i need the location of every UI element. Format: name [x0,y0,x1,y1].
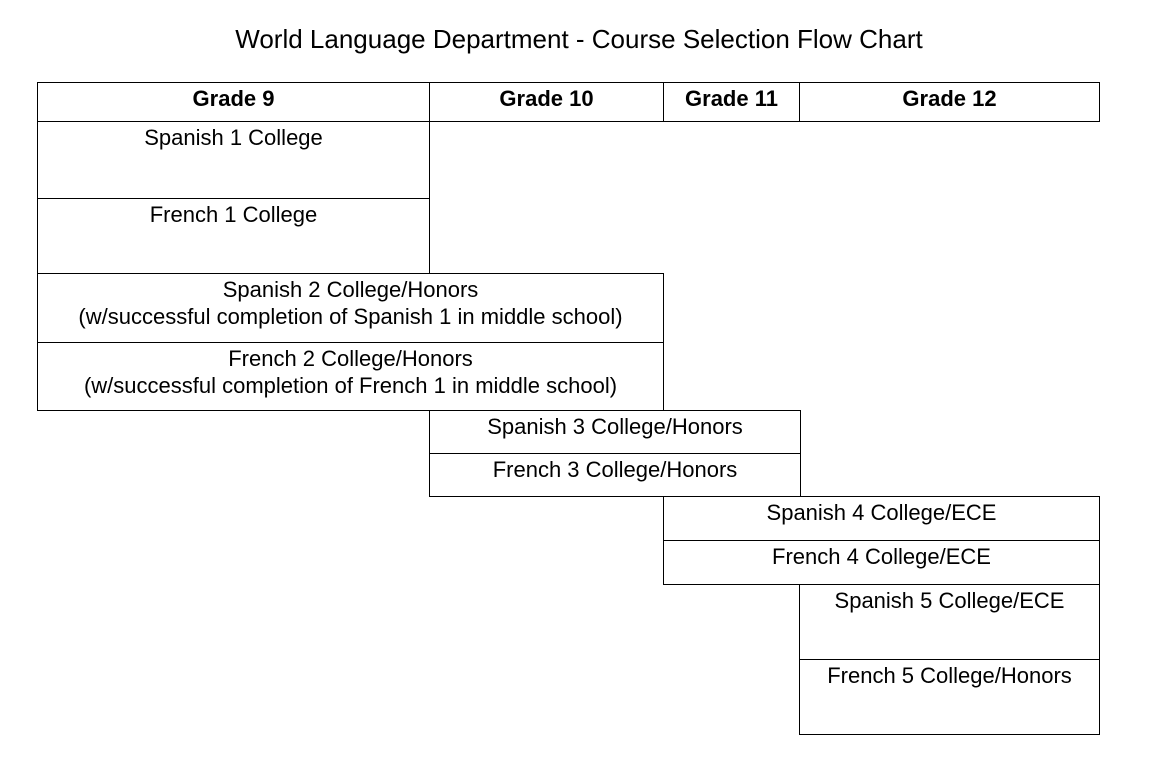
course-french-1-name: French 1 College [149,202,318,227]
header-grade-12: Grade 12 [799,82,1100,122]
course-french-4-name: French 4 College/ECE [772,544,991,569]
course-french-1 [37,198,430,274]
course-spanish-3 [429,410,801,454]
course-french-4 [663,540,1100,585]
header-grade-11: Grade 11 [663,82,800,122]
course-french-3-name: French 3 College/Honors [492,457,738,482]
course-spanish-2-note: (w/successful completion of Spanish 1 in middle school) [78,304,623,329]
course-spanish-1-name: Spanish 1 College [144,125,323,150]
course-spanish-2 [37,273,664,343]
course-spanish-3-name: Spanish 3 College/Honors [487,414,743,439]
course-french-2-note: (w/successful completion of French 1 in middle school) [83,373,618,398]
header-grade-10: Grade 10 [429,82,664,122]
header-grade-9: Grade 9 [37,82,430,122]
course-spanish-4-name: Spanish 4 College/ECE [766,500,997,525]
course-spanish-1 [37,121,430,199]
course-french-5 [799,659,1100,735]
course-spanish-5 [799,584,1100,660]
page-title: World Language Department - Course Selection Flow Chart [235,24,923,54]
course-spanish-5-name: Spanish 5 College/ECE [834,588,1065,613]
course-spanish-2-name: Spanish 2 College/Honors [222,277,479,302]
course-french-5-name: French 5 College/Honors [827,663,1072,688]
course-french-3 [429,453,801,497]
course-french-2-name: French 2 College/Honors [228,346,473,371]
course-french-2 [37,342,664,411]
course-spanish-4 [663,496,1100,541]
